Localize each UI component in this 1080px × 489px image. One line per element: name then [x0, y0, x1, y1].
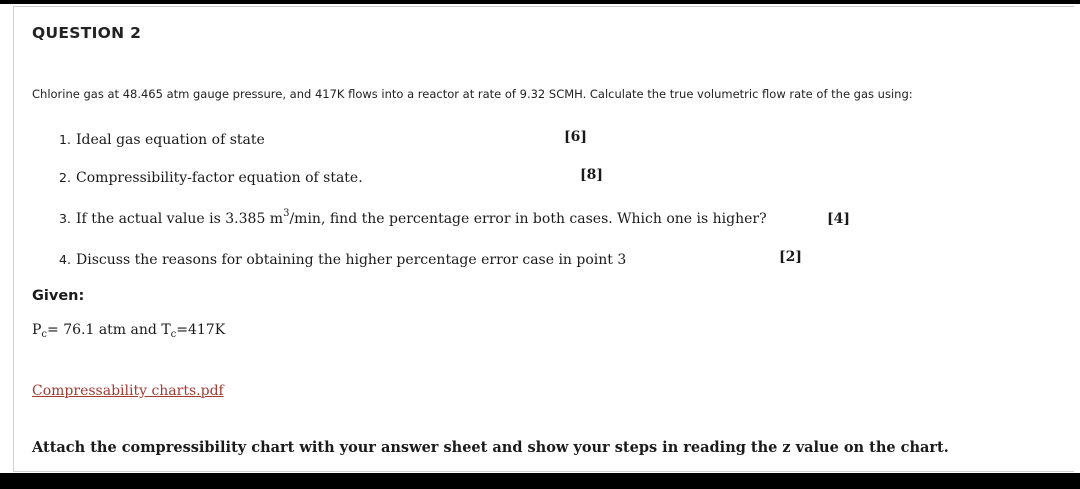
attach-instruction: Attach the compressibility chart with your answer sheet and show your steps in reading the z value on the chart. [32, 439, 949, 456]
given-label: Given: [32, 288, 85, 304]
item-2-marks: [8] [580, 167, 603, 183]
item-text: Discuss the reasons for obtaining the higher percentage error case in point 3 [76, 252, 627, 268]
item-1-marks: [6] [564, 129, 587, 145]
item-text-before: If the actual value is 3.385 m [76, 211, 284, 227]
question-item-2 [59, 167, 363, 186]
top-border-bar [0, 0, 1080, 4]
tc-symbol: T [161, 322, 171, 338]
question-item-4 [59, 249, 626, 268]
superscript-3: 3 [283, 208, 290, 219]
item-4-marks: [2] [779, 249, 802, 265]
compressibility-charts-link[interactable]: Compressability charts.pdf [32, 383, 224, 399]
tc-value: =417K [176, 322, 226, 338]
item-number: 2. [59, 170, 71, 185]
item-text: Ideal gas equation of state [76, 132, 265, 148]
tc-subscript: c [170, 329, 177, 340]
question-item-3 [59, 208, 767, 227]
question-title: QUESTION 2 [32, 24, 142, 42]
pc-symbol: P [32, 322, 42, 338]
item-number: 1. [59, 132, 71, 147]
critical-constants [32, 322, 225, 340]
question-panel [13, 6, 1074, 472]
item-text: Compressibility-factor equation of state. [76, 170, 363, 186]
question-prompt: Chlorine gas at 48.465 atm gauge pressure, and 417K flows into a reactor at rate of 9.32 SCMH. Calculate the true volumetric flow rate of the gas using: [32, 87, 913, 101]
item-number: 3. [59, 211, 71, 226]
pc-subscript: c [41, 329, 48, 340]
item-number: 4. [59, 252, 71, 267]
pc-value: = 76.1 atm and [47, 322, 162, 338]
bottom-border-bar [0, 473, 1080, 489]
item-3-marks: [4] [827, 211, 850, 227]
question-item-1 [59, 129, 265, 148]
item-text-after: /min, find the percentage error in both cases. Which one is higher? [289, 211, 767, 227]
